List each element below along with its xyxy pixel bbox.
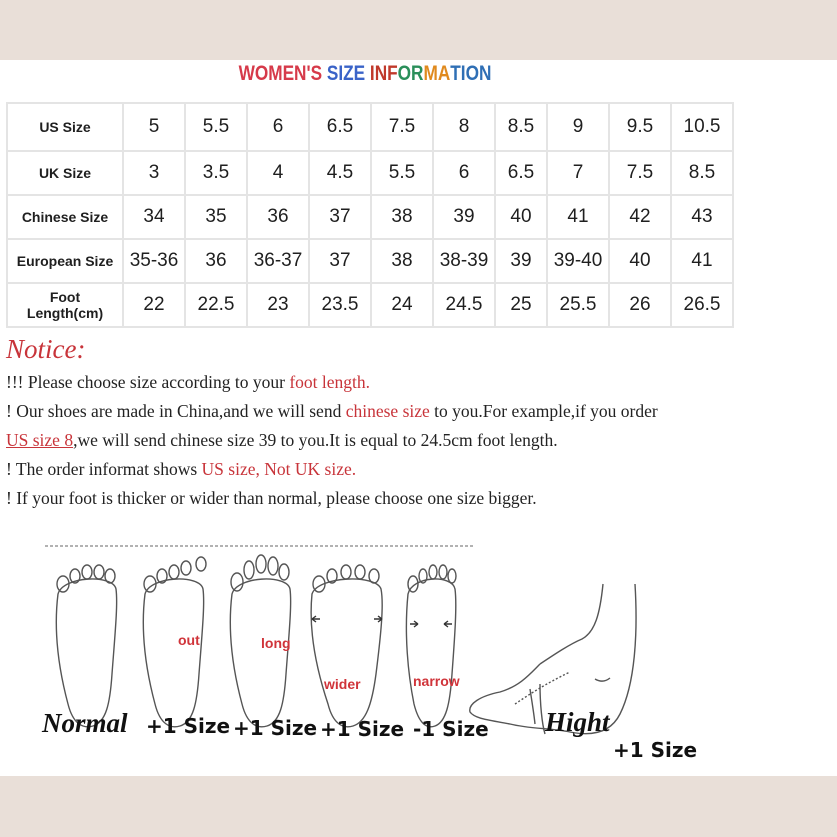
notice-text: !!! Please choose size according to your xyxy=(6,372,290,392)
notice-text: to you.For example,if you order xyxy=(429,401,658,421)
row-header xyxy=(7,103,123,151)
table-cell: 43 xyxy=(671,195,733,239)
table-cell: 39 xyxy=(433,195,495,239)
table-cell: 8.5 xyxy=(495,103,547,151)
notice-line-4 xyxy=(6,459,356,480)
table-cell: 25.5 xyxy=(547,283,609,327)
notice-highlight: US size 8 xyxy=(6,430,74,450)
title-part: WOMEN'S xyxy=(238,62,327,85)
notice-highlight: chinese size xyxy=(345,401,430,421)
table-cell: 3 xyxy=(123,151,185,195)
table-cell: 36 xyxy=(247,195,309,239)
notice-line-3 xyxy=(6,430,558,451)
notice-highlight: foot length. xyxy=(289,372,370,392)
row-header-text: Foot xyxy=(49,289,81,305)
table-row xyxy=(7,239,733,283)
normal-foot-icon xyxy=(56,565,116,727)
table-cell: 8.5 xyxy=(671,151,733,195)
table-cell: 22 xyxy=(123,283,185,327)
table-cell: 9 xyxy=(547,103,609,151)
table-cell: 38 xyxy=(371,195,433,239)
table-cell: 37 xyxy=(309,239,371,283)
title-part: INF xyxy=(369,62,398,85)
notice-text: ! The order informat shows xyxy=(6,459,202,479)
table-row xyxy=(7,151,733,195)
notice-text: ! Our shoes are made in China,and we will send xyxy=(6,401,346,421)
row-header-text: Chinese Size xyxy=(21,209,109,225)
notice-line-2 xyxy=(6,401,658,422)
label-long: long xyxy=(261,635,291,651)
table-cell: 6 xyxy=(247,103,309,151)
table-cell: 39-40 xyxy=(547,239,609,283)
table-cell: 42 xyxy=(609,195,671,239)
table-cell: 24.5 xyxy=(433,283,495,327)
table-cell: 7 xyxy=(547,151,609,195)
table-cell: 6 xyxy=(433,151,495,195)
table-cell: 36 xyxy=(185,239,247,283)
table-cell: 35-36 xyxy=(123,239,185,283)
table-cell: 36-37 xyxy=(247,239,309,283)
table-cell: 7.5 xyxy=(609,151,671,195)
table-row xyxy=(7,195,733,239)
row-header xyxy=(7,151,123,195)
table-cell: 37 xyxy=(309,195,371,239)
table-cell: 38 xyxy=(371,239,433,283)
table-cell: 4.5 xyxy=(309,151,371,195)
row-header xyxy=(7,239,123,283)
table-cell: 6.5 xyxy=(495,151,547,195)
notice-highlight: US size, Not UK size. xyxy=(201,459,357,479)
caption-hight: Hight xyxy=(545,707,610,737)
caption-normal: Normal xyxy=(42,708,128,738)
caption-long-size: +1 Size xyxy=(233,716,318,740)
table-cell: 35 xyxy=(185,195,247,239)
caption-narrow-size: -1 Size xyxy=(413,717,489,741)
title-part: OR xyxy=(397,62,424,85)
row-header-text: US Size xyxy=(39,119,91,135)
size-chart-sheet xyxy=(0,60,837,776)
table-cell: 5 xyxy=(123,103,185,151)
row-header-text: UK Size xyxy=(38,165,92,181)
table-cell: 4 xyxy=(247,151,309,195)
label-out: out xyxy=(178,632,200,648)
notice-line-1 xyxy=(6,372,370,393)
table-cell: 5.5 xyxy=(371,151,433,195)
label-wider: wider xyxy=(324,676,361,692)
table-row xyxy=(7,283,733,327)
size-table xyxy=(6,102,734,328)
table-cell: 26 xyxy=(609,283,671,327)
row-header xyxy=(7,283,123,327)
table-cell: 8 xyxy=(433,103,495,151)
title-part: TION xyxy=(450,62,492,85)
label-narrow: narrow xyxy=(413,673,460,689)
table-cell: 34 xyxy=(123,195,185,239)
table-cell: 40 xyxy=(609,239,671,283)
table-cell: 22.5 xyxy=(185,283,247,327)
table-cell: 41 xyxy=(547,195,609,239)
notice-text: ,we will send chinese size 39 to you.It is equal to 24.5cm foot length. xyxy=(73,430,558,450)
table-cell: 40 xyxy=(495,195,547,239)
chart-title xyxy=(66,62,665,86)
caption-wide-size: +1 Size xyxy=(320,717,405,741)
narrow-foot-icon xyxy=(406,565,456,727)
notice-line-5 xyxy=(6,488,537,509)
caption-hight-size: +1 Size xyxy=(613,738,698,762)
table-row xyxy=(7,103,733,151)
table-cell: 3.5 xyxy=(185,151,247,195)
wide-foot-icon xyxy=(311,565,382,727)
table-cell: 9.5 xyxy=(609,103,671,151)
table-cell: 7.5 xyxy=(371,103,433,151)
table-cell: 26.5 xyxy=(671,283,733,327)
table-cell: 39 xyxy=(495,239,547,283)
table-cell: 10.5 xyxy=(671,103,733,151)
table-cell: 23 xyxy=(247,283,309,327)
row-header-text: European Size xyxy=(16,253,114,269)
table-cell: 6.5 xyxy=(309,103,371,151)
row-header-text: Length(cm) xyxy=(26,305,104,321)
table-cell: 38-39 xyxy=(433,239,495,283)
table-cell: 5.5 xyxy=(185,103,247,151)
notice-text: ! If your foot is thicker or wider than normal, please choose one size bigger. xyxy=(6,488,537,508)
notice-heading: Notice: xyxy=(6,334,86,364)
table-cell: 24 xyxy=(371,283,433,327)
table-cell: 41 xyxy=(671,239,733,283)
caption-out-size: +1 Size xyxy=(146,714,231,738)
table-cell: 23.5 xyxy=(309,283,371,327)
title-part: SIZE xyxy=(326,62,370,85)
row-header xyxy=(7,195,123,239)
table-cell: 25 xyxy=(495,283,547,327)
title-part: MA xyxy=(423,62,451,85)
